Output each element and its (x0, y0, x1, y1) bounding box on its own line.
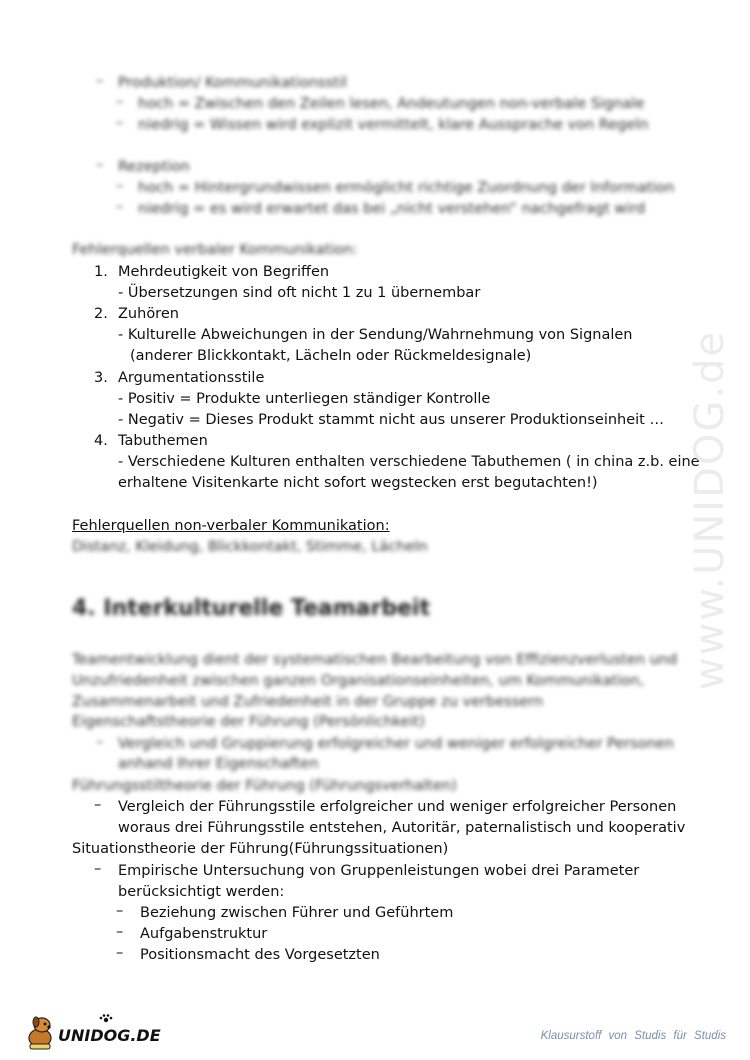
list-item-detail: - Negativ = Dieses Produkt stammt nicht aus unserer Produktionseinheit … (118, 412, 664, 428)
list-item: niedrig = Wissen wird explizit vermittelt, klare Aussprache von Regeln (138, 117, 649, 133)
dash: – (116, 115, 124, 131)
paragraph: Situationstheorie der Führung(Führungssituationen) (72, 841, 449, 857)
paragraph: Zusammenarbeit und Zufriedenheit in der Gruppe zu verbessern (72, 694, 544, 710)
watermark (640, 280, 750, 740)
list-number: 1. (94, 264, 108, 280)
section-label: Fehlerquellen verbaler Kommunikation: (72, 242, 358, 258)
list-item-detail: - Übersetzungen sind oft nicht 1 zu 1 übernembar (118, 285, 481, 301)
list-item: hoch = Hintergrundwissen ermöglicht richtige Zuordnung der Information (138, 180, 675, 196)
list-item-detail: - Kulturelle Abweichungen in der Sendung/Wahrnehmung von Signalen (118, 327, 633, 343)
paragraph: Führungsstiltheorie der Führung (Führungsverhalten) (72, 778, 457, 794)
list-item: berücksichtigt werden: (118, 884, 285, 900)
list-item: woraus drei Führungsstile entstehen, Autoritär, paternalistisch und kooperativ (118, 820, 686, 836)
watermark-text: www.UNIDOG.de (687, 329, 733, 691)
paragraph: Teamentwicklung dient der systematischen Bearbeitung von Effizienzverlusten und (72, 652, 678, 668)
dash: – (116, 178, 124, 194)
dash: – (96, 734, 104, 750)
list-item: Vergleich der Führungsstile erfolgreicher und weniger erfolgreicher Personen (118, 799, 677, 815)
list-item-detail: (anderer Blickkontakt, Lächeln oder Rückmeldesignale) (130, 348, 532, 364)
list-item-detail: - Positiv = Produkte unterliegen ständiger Kontrolle (118, 391, 491, 407)
paragraph: Unzufriedenheit zwischen ganzen Organisationseinheiten, um Kommunikation, (72, 673, 645, 689)
list-item: Beziehung zwischen Führer und Geführtem (140, 905, 454, 921)
list-item-detail: erhaltene Visitenkarte nicht sofort wegstecken erst begutachten!) (118, 475, 598, 491)
section-label: Fehlerquellen non-verbaler Kommunikation: (72, 518, 390, 534)
dash: – (94, 861, 102, 877)
list-item: Mehrdeutigkeit von Begriffen (118, 264, 330, 280)
list-item: hoch = Zwischen den Zeilen lesen, Andeutungen non-verbale Signale (138, 96, 645, 112)
list-item: niedrig = es wird erwartet das bei „nicht verstehen“ nachgefragt wird (138, 201, 646, 217)
list-item: Argumentationsstile (118, 370, 265, 386)
list-number: 2. (94, 306, 108, 322)
list-number: 4. (94, 433, 108, 449)
footer-text: Klausurstoff von Studis für Studis (540, 1030, 726, 1042)
list-item: Produktion/ Kommunikationsstil (118, 75, 348, 91)
list-item: Vergleich und Gruppierung erfolgreicher und weniger erfolgreicher Personen (118, 736, 674, 752)
dash: – (96, 157, 104, 173)
paragraph: Distanz, Kleidung, Blickkontakt, Stimme, Lächeln (72, 539, 428, 555)
dash: – (116, 199, 124, 215)
paw-icon (100, 1014, 113, 1022)
list-item: Tabuthemen (118, 433, 208, 449)
dash: – (116, 945, 124, 961)
list-item: anhand Ihrer Eigenschaften (118, 756, 319, 772)
list-item: Positionsmacht des Vorgesetzten (140, 947, 380, 963)
list-item: Zuhören (118, 306, 179, 322)
dash: – (96, 73, 104, 89)
list-number: 3. (94, 370, 108, 386)
dash: – (116, 94, 124, 110)
dash: – (116, 924, 124, 940)
list-item: Empirische Untersuchung von Gruppenleistungen wobei drei Parameter (118, 863, 640, 879)
list-item: Rezeption (118, 159, 190, 175)
section-heading: 4. Interkulturelle Teamarbeit (72, 596, 431, 621)
dash: – (94, 797, 102, 813)
paragraph: Eigenschaftstheorie der Führung (Persönlichkeit) (72, 714, 425, 730)
list-item: Aufgabenstruktur (140, 926, 268, 942)
dog-icon (29, 1017, 51, 1049)
dash: – (116, 903, 124, 919)
list-item-detail: - Verschiedene Kulturen enthalten verschiedene Tabuthemen ( in china z.b. eine (118, 454, 700, 470)
logo-text: UNIDOG.DE (58, 1026, 161, 1045)
